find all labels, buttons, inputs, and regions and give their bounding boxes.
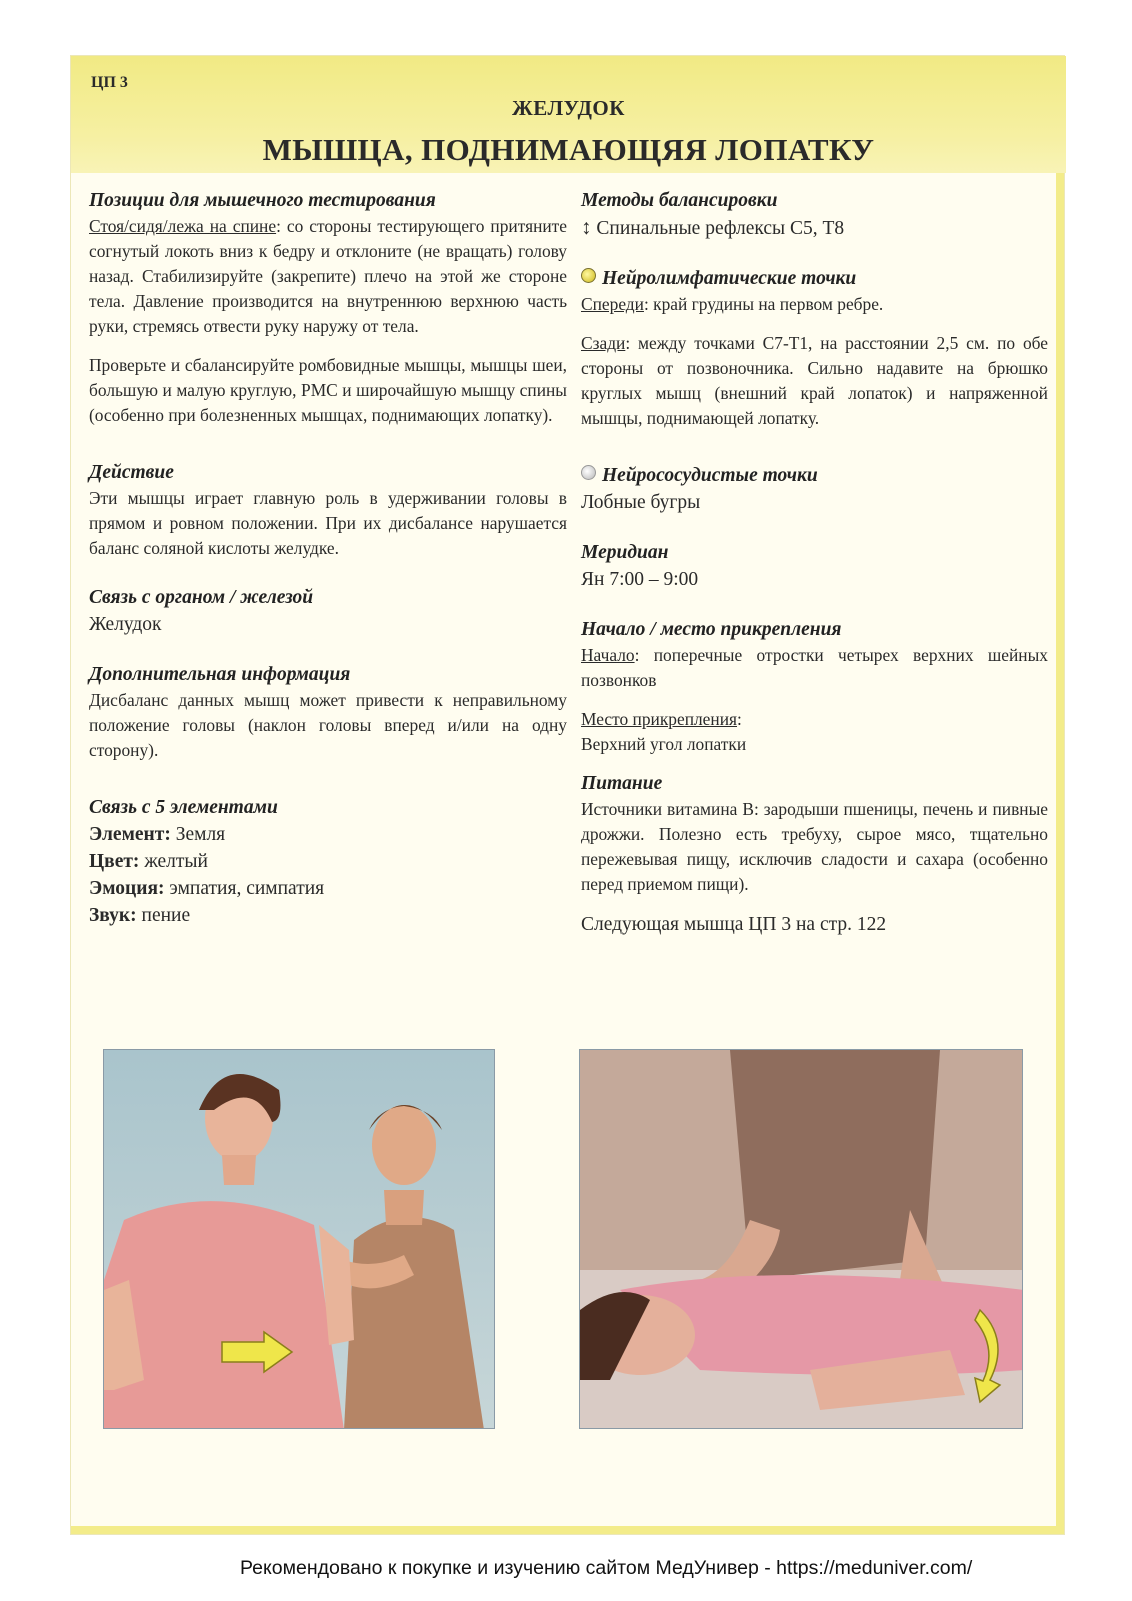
color-value: желтый bbox=[139, 851, 208, 872]
page-header bbox=[71, 56, 1066, 173]
positions-text-2: Проверьте и сбалансируйте ромбовидные мышцы, мышцы шеи, большую и малую круглую, PMC и широчайшую мышцу спины (особенно при болезненных мышцах, поднимающих лопатку). bbox=[89, 355, 567, 425]
element-row bbox=[89, 821, 567, 848]
sound-value: пение bbox=[136, 905, 191, 926]
balancing-row bbox=[581, 214, 1048, 242]
color-row bbox=[89, 848, 567, 875]
lying-test-photo bbox=[579, 1049, 1023, 1429]
gray-dot-icon bbox=[581, 465, 596, 480]
origin-heading: Начало / место прикрепления bbox=[581, 619, 842, 640]
sound-row bbox=[89, 902, 567, 929]
emotion-row bbox=[89, 875, 567, 902]
positions-text bbox=[89, 214, 567, 339]
balancing-text: Спинальные рефлексы С5, Т8 bbox=[596, 218, 845, 239]
extra-heading: Дополнительная информация bbox=[89, 664, 351, 685]
balancing-heading: Методы балансировки bbox=[581, 190, 778, 211]
nutrition-heading: Питание bbox=[581, 773, 663, 794]
meridian-text: Ян 7:00 – 9:00 bbox=[581, 569, 699, 590]
element-value: Земля bbox=[170, 824, 226, 845]
action-text: Эти мышцы играет главную роль в удерживании головы в прямом и ровном положении. При их дисбалансе нарушается баланс соляной кислоты желудке. bbox=[89, 488, 567, 558]
neurolymph-back: Сзади: между точками С7-Т1, на расстоянии 2,5 см. по обе стороны от позвоночника. Сильно надавите на брюшко круглых мышц (внешний край лопаток) и напряженной мышцы, поднимающей лопатку. bbox=[581, 333, 1048, 428]
positions-heading: Позиции для мышечного тестирования bbox=[89, 190, 436, 211]
positions-body: : со стороны тестирующего притяните согнутый локоть вниз к бедру и отклоните (не вращать) голову назад. Стабилизируйте (закрепите) плечо на этой же стороне тела. Давление производится на внутреннюю верхнюю часть руки, стремясь отвести руку наружу от тела. bbox=[89, 216, 568, 336]
page-title: МЫШЦА, ПОДНИМАЮЩЯЯ ЛОПАТКУ bbox=[262, 132, 875, 167]
standing-test-illustration bbox=[104, 1050, 495, 1429]
neurovascular-text: Лобные бугры bbox=[581, 492, 701, 513]
back-label: Сзади bbox=[581, 333, 626, 353]
action-heading: Действие bbox=[89, 462, 174, 483]
insertion-text: Верхний угол лопатки bbox=[581, 734, 747, 754]
organ-heading: Связь с органом / железой bbox=[89, 587, 314, 608]
category-title: ЖЕЛУДОК bbox=[512, 96, 625, 120]
emotion-label: Эмоция: bbox=[89, 878, 165, 899]
chapter-code: ЦП 3 bbox=[91, 74, 128, 91]
elements-heading: Связь с 5 элементами bbox=[89, 797, 278, 818]
origin-label: Начало bbox=[581, 645, 635, 665]
element-label: Элемент: bbox=[89, 824, 171, 845]
right-column bbox=[581, 188, 1048, 938]
front-label: Спереди bbox=[581, 294, 644, 314]
organ-text: Желудок bbox=[89, 614, 162, 635]
yellow-dot-icon bbox=[581, 268, 596, 283]
positions-label: Стоя/сидя/лежа на спине bbox=[89, 216, 277, 236]
color-label: Цвет: bbox=[89, 851, 140, 872]
lying-test-illustration bbox=[580, 1050, 1023, 1429]
left-column bbox=[89, 188, 567, 929]
extra-text: Дисбаланс данных мышц может привести к неправильному положение головы (наклон головы вперед и/или на одну сторону). bbox=[89, 690, 567, 760]
neurolymph-front: Спереди: край грудины на первом ребре. bbox=[581, 294, 884, 314]
emotion-value: эмпатия, симпатия bbox=[164, 878, 325, 899]
footer-recommendation: Рекомендовано к покупке и изучению сайтом МедУнивер - https://meduniver.com/ bbox=[240, 1557, 973, 1579]
insertion-label-row: Место прикрепления: bbox=[581, 709, 742, 729]
up-down-arrow-icon: ↕ bbox=[581, 215, 592, 239]
nutrition-text: Источники витамина В: зародыши пшеницы, печень и пивные дрожжи. Полезно есть требуху, сырое мясо, тщательно пережевывая пищу, исключив сладости и сахара (особенно перед приемом пищи). bbox=[581, 799, 1048, 894]
insertion-label: Место прикрепления bbox=[581, 709, 738, 729]
meridian-heading: Меридиан bbox=[581, 542, 669, 563]
neurovascular-heading: Нейрососудистые точки bbox=[581, 463, 1048, 489]
neurolymph-heading: Нейролимфатические точки bbox=[581, 266, 1048, 292]
origin-text: Начало: поперечные отростки четырех верхних шейных позвонков bbox=[581, 645, 1048, 690]
book-page bbox=[70, 55, 1065, 1535]
next-muscle-text: Следующая мышца ЦП 3 на стр. 122 bbox=[581, 914, 887, 935]
sound-label: Звук: bbox=[89, 905, 137, 926]
standing-test-photo bbox=[103, 1049, 495, 1429]
